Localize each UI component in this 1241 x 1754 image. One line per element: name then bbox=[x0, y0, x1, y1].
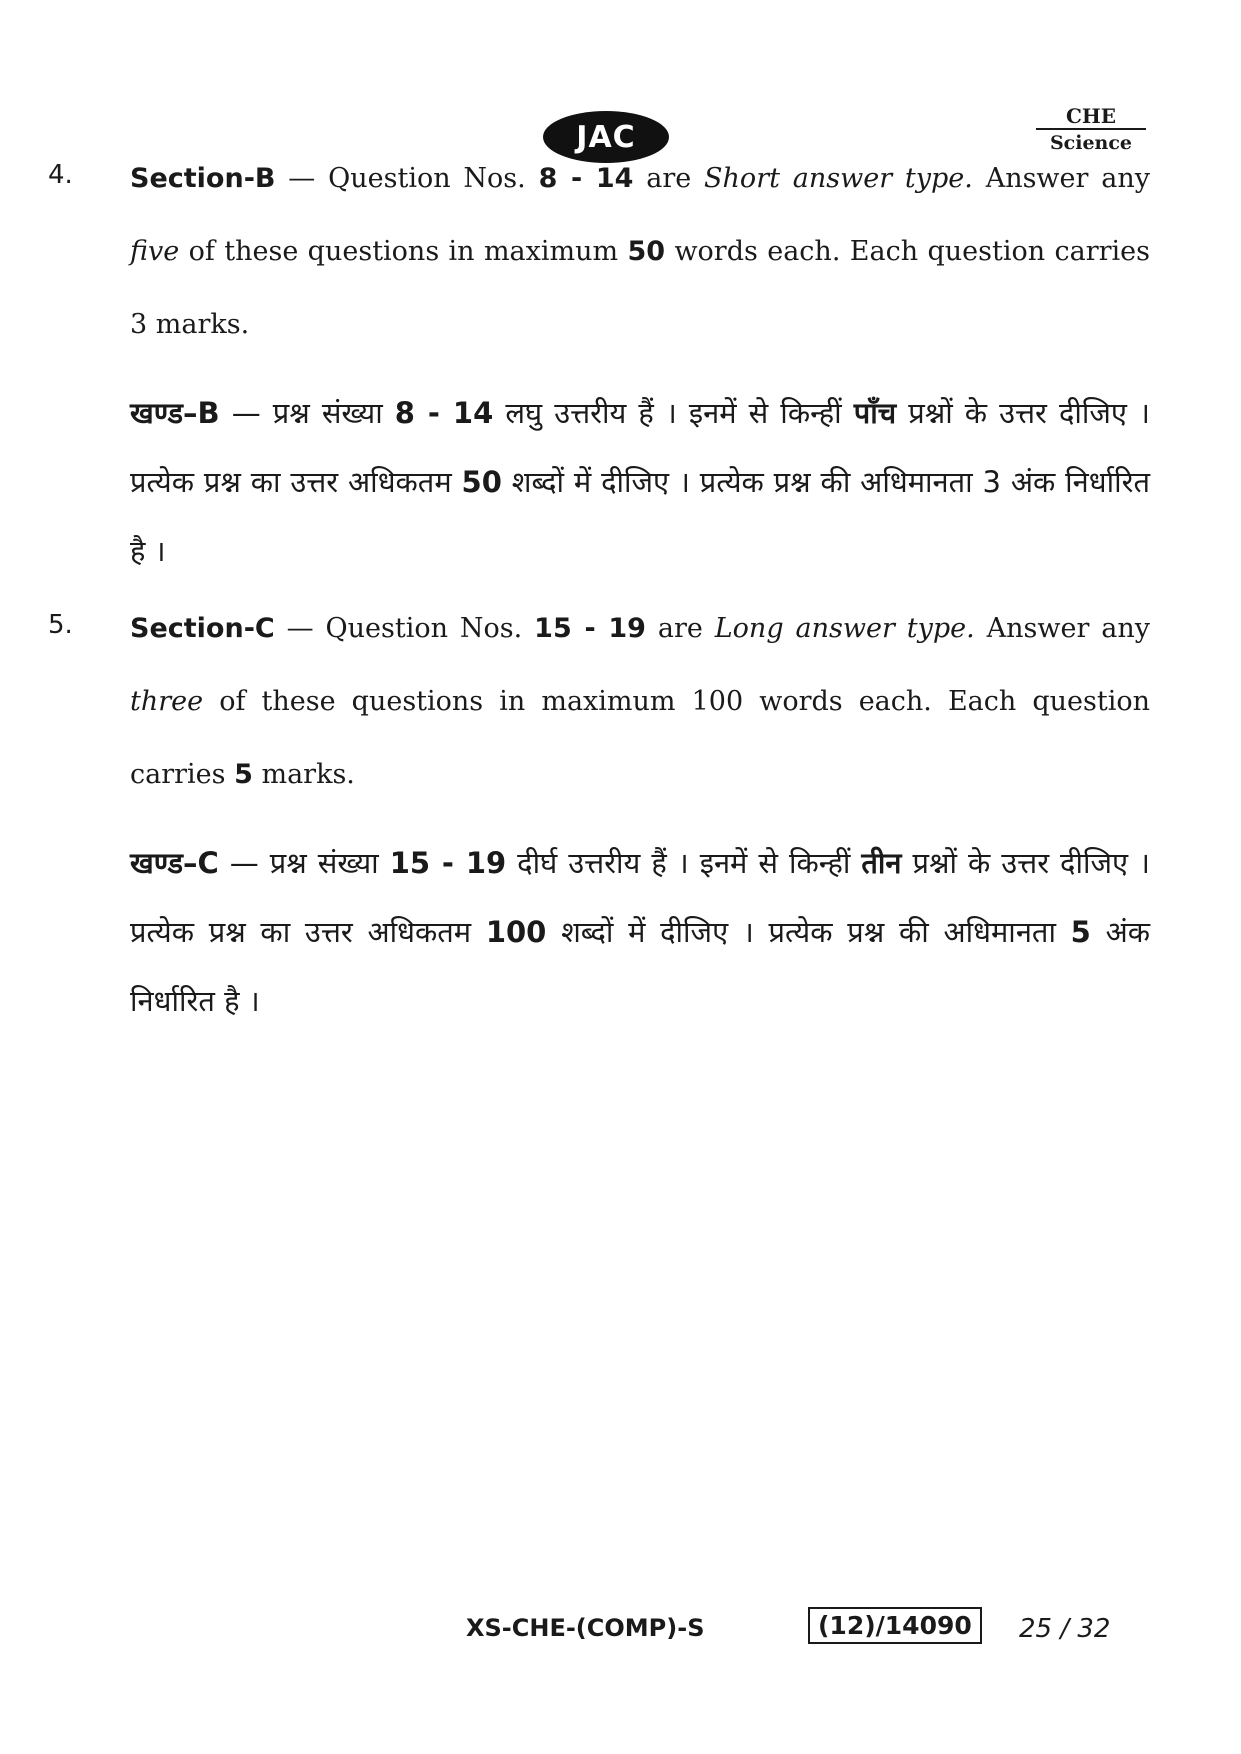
instruction-number: 5. bbox=[48, 610, 73, 640]
instruction-number: 4. bbox=[48, 160, 73, 190]
boxed-code: (12)/14090 bbox=[808, 1607, 982, 1644]
question-range: 15 - 19 bbox=[534, 613, 646, 644]
section-label-hindi: खण्ड–B bbox=[130, 396, 220, 430]
answer-type: Short answer type. bbox=[704, 163, 973, 194]
section-label: Section-C bbox=[130, 613, 275, 644]
answer-count: three bbox=[130, 686, 204, 717]
instruction-hindi: खण्ड–C — प्रश्न संख्या 15 - 19 दीर्घ उत्तरीय हैं । इनमें से किन्हीं तीन प्रश्नों के उत्तर दीजिए । प्रत्येक प्रश्न का उत्तर अधिकतम 100 शब्दों में दीजिए । प्रत्येक प्रश्न की अधिमानता 5 अंक निर्धारित है । bbox=[130, 846, 1151, 1018]
instruction-body bbox=[130, 592, 1150, 1036]
instruction-body bbox=[130, 142, 1150, 586]
section-label: Section-B bbox=[130, 163, 276, 194]
word-limit: 50 bbox=[627, 236, 666, 267]
instruction-english: Section-C — Question Nos. 15 - 19 are Long answer type. Answer any three of these questions in maximum 100 words each. Each question carries 5 marks. bbox=[130, 613, 1150, 790]
answer-count: five bbox=[130, 236, 180, 267]
instruction-hindi: खण्ड–B — प्रश्न संख्या 8 - 14 लघु उत्तरीय हैं । इनमें से किन्हीं पाँच प्रश्नों के उत्तर दीजिए । प्रत्येक प्रश्न का उत्तर अधिकतम 50 शब्दों में दीजिए । प्रत्येक प्रश्न की अधिमानता 3 अंक निर्धारित है । bbox=[130, 396, 1151, 568]
section-label-hindi: खण्ड–C bbox=[130, 846, 219, 880]
answer-type: Long answer type. bbox=[714, 613, 975, 644]
jac-logo-text: JAC bbox=[576, 119, 636, 155]
marks-value: 5 bbox=[234, 759, 253, 790]
page-number: 25 / 32 bbox=[1019, 1614, 1111, 1644]
question-range: 8 - 14 bbox=[538, 163, 634, 194]
subject-name: Science bbox=[1049, 132, 1133, 154]
instruction-english: Section-B — Question Nos. 8 - 14 are Short answer type. Answer any five of these questions in maximum 50 words each. Each question carries 3 marks. bbox=[130, 163, 1150, 340]
paper-code: XS-CHE-(COMP)-S bbox=[466, 1614, 705, 1642]
subject-code: CHE bbox=[1036, 104, 1146, 130]
